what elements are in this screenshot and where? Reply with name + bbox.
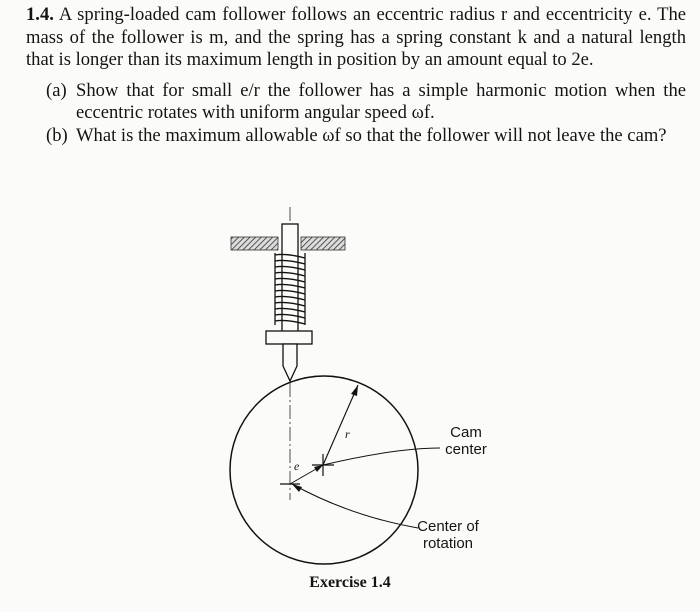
cam-center-callout: Cam center (445, 424, 487, 458)
problem-number: 1.4. (26, 4, 54, 25)
figure-caption: Exercise 1.4 (309, 574, 391, 591)
problem-intro-text: A spring-loaded cam follower follows an eccentric radius r and eccentricity e. The mass of the follower is m, and the spring has a spring constant k and a natural length that is longer than its maximum length in position by an amount equal to 2e. (26, 4, 686, 70)
center-of-rotation-callout: Center of rotation (417, 518, 479, 552)
part-a-text: Show that for small e/r the follower has a simple harmonic motion when the eccentric rotates with uniform angular speed ωf. (76, 79, 686, 123)
follower-stem (282, 224, 298, 340)
guide-right-block (301, 237, 345, 250)
part-a-label: (a) (46, 79, 67, 101)
radius-line (323, 385, 358, 465)
radius-arrowhead (351, 385, 358, 396)
rotation-center-arrowhead (292, 484, 302, 492)
eccentricity-arrowhead (314, 465, 323, 472)
spring-retainer (266, 331, 312, 344)
cam-center-leader (323, 448, 440, 465)
part-b-label: (b) (46, 124, 68, 146)
cam-disk (230, 376, 418, 564)
follower-tip (283, 344, 297, 381)
rotation-center-leader (292, 484, 418, 528)
radius-label: r (345, 427, 350, 441)
guide-left-block (231, 237, 278, 250)
part-b-text: What is the maximum allowable ωf so that the follower will not leave the cam? (76, 124, 667, 146)
eccentricity-label: e (294, 459, 300, 473)
